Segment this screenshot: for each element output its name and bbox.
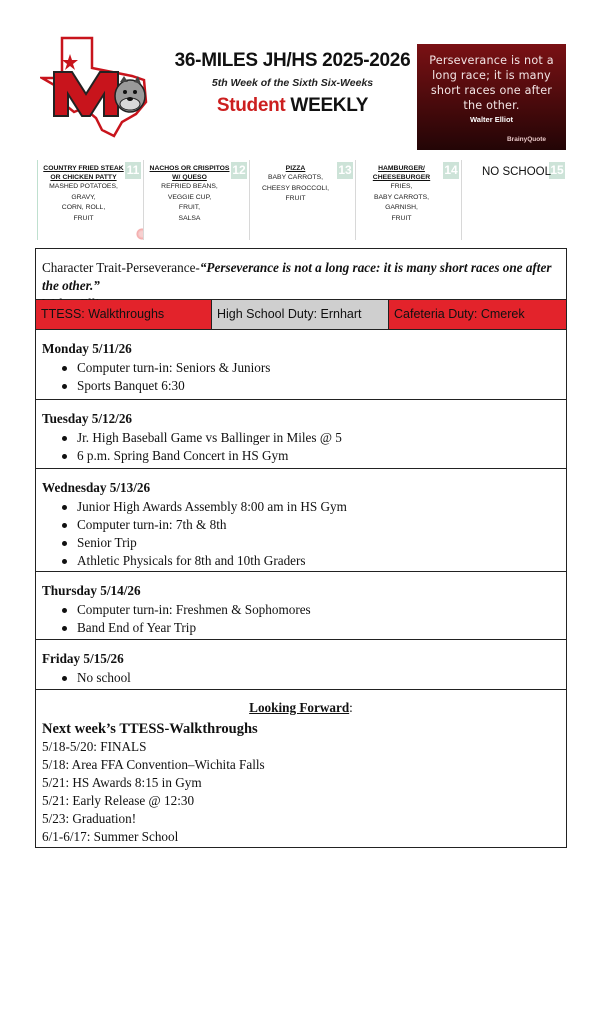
- menu-side: BABY CARROTS,: [373, 193, 430, 201]
- menu-side: FRUIT,: [178, 204, 201, 211]
- day-heading: Friday 5/15/26: [42, 651, 124, 666]
- looking-forward-title: Looking Forward: [249, 700, 350, 715]
- menu-side: REFRIED BEANS,: [161, 183, 218, 190]
- list-item: Computer turn-in: Seniors & Juniors: [77, 359, 560, 377]
- day-items: [42, 429, 560, 465]
- menu-day-14: [355, 160, 461, 240]
- day-heading: Tuesday 5/12/26: [42, 411, 133, 426]
- list-item: Athletic Physicals for 8th and 10th Graders: [77, 552, 560, 570]
- menu-side: MASHED POTATOES,: [49, 183, 118, 190]
- quote-image: [417, 44, 566, 150]
- day-heading: Thursday 5/14/26: [42, 583, 141, 598]
- day-number: 13: [338, 163, 352, 177]
- day-items: [42, 359, 560, 395]
- day-items: [42, 601, 560, 637]
- list-item: 5/18-5/20: FINALS: [42, 739, 147, 754]
- menu-main-dish: COUNTRY FRIED STEAK OR CHICKEN PATTY: [43, 165, 124, 181]
- menu-side: VEGGIE CUP,: [167, 193, 212, 201]
- looking-forward-heading: [42, 700, 560, 716]
- page-subtitle: 5th Week of the Sixth Six-Weeks: [211, 77, 374, 89]
- list-item: 5/21: HS Awards 8:15 in Gym: [42, 775, 202, 790]
- day-heading: Wednesday 5/13/26: [42, 480, 151, 495]
- title-block: [170, 50, 415, 117]
- school-logo: [40, 32, 155, 140]
- menu-side: FRUIT: [73, 214, 94, 222]
- menu-sides: [254, 173, 337, 205]
- day-number: 15: [550, 163, 564, 177]
- list-item: Senior Trip: [77, 534, 560, 552]
- day-number: 11: [126, 163, 140, 177]
- quote-image-brand: BrainyQuote: [506, 136, 546, 143]
- menu-side: GRAVY,: [71, 193, 96, 201]
- quote-image-text: Perseverance is not a long race; it is many short races one after the other.: [429, 54, 554, 112]
- list-item: Computer turn-in: 7th & 8th: [77, 516, 560, 534]
- menu-day-15: [461, 160, 567, 240]
- no-school-label: NO SCHOOL: [482, 166, 552, 178]
- list-item: Computer turn-in: Freshmen & Sophomores: [77, 601, 560, 619]
- list-item: 5/18: Area FFA Convention–Wichita Falls: [42, 757, 265, 772]
- menu-day-13: [249, 160, 355, 240]
- day-row-wednesday: [36, 469, 566, 572]
- list-item: No school: [77, 669, 560, 687]
- list-item: 5/21: Early Release @ 12:30: [42, 793, 195, 808]
- cafeteria-duty: Cafeteria Duty: Cmerek: [389, 300, 566, 329]
- list-item: 6 p.m. Spring Band Concert in HS Gym: [77, 447, 560, 465]
- menu-side: FRIES,: [390, 183, 413, 190]
- menu-main-dish: NACHOS OR CRISPITOS W/ QUESO: [149, 165, 230, 181]
- page-title: 36-MILES JH/HS 2025-2026: [174, 50, 411, 71]
- menu-side: CHEESY BROCCOLI,: [261, 184, 330, 192]
- menu-day-11: [37, 160, 143, 240]
- list-item: Sports Banquet 6:30: [77, 377, 560, 395]
- weekly-table: [35, 248, 567, 848]
- quote-image-author: Walter Elliot: [469, 115, 514, 124]
- ttess-duty: TTESS: Walkthroughs: [36, 300, 212, 329]
- list-item: Jr. High Baseball Game vs Ballinger in Miles @ 5: [77, 429, 560, 447]
- menu-sides: [42, 182, 125, 224]
- menu-side: CORN, ROLL,: [61, 204, 106, 211]
- day-row-monday: [36, 330, 566, 400]
- day-items: [42, 498, 560, 570]
- trait-label: Character Trait-Perseverance-: [42, 260, 200, 275]
- day-heading: Monday 5/11/26: [42, 341, 132, 356]
- menu-side: FRUIT: [285, 195, 306, 202]
- day-number: 12: [232, 163, 246, 177]
- menu-main-dish: HAMBURGER/ CHEESEBURGER: [372, 165, 431, 181]
- menu-side: FRUIT: [391, 214, 412, 222]
- menu-side: BABY CARROTS,: [267, 174, 324, 181]
- lunch-menu: [37, 160, 567, 240]
- day-row-friday: [36, 640, 566, 690]
- day-items: [42, 669, 560, 687]
- weekly-black-word: WEEKLY: [285, 95, 369, 116]
- hs-duty: High School Duty: Ernhart: [212, 300, 389, 329]
- list-item: Junior High Awards Assembly 8:00 am in HS Gym: [77, 498, 560, 516]
- weekly-red-word: Student: [216, 95, 286, 116]
- menu-day-12: [143, 160, 249, 240]
- day-number: 14: [444, 163, 458, 177]
- menu-side: SALSA: [178, 214, 201, 222]
- looking-forward-colon: :: [349, 700, 353, 715]
- character-trait-row: [36, 249, 566, 300]
- next-week-heading: Next week’s TTESS-Walkthroughs: [42, 721, 258, 737]
- list-item: 6/1-6/17: Summer School: [42, 829, 179, 844]
- list-item: Band End of Year Trip: [77, 619, 560, 637]
- day-row-thursday: [36, 572, 566, 640]
- menu-main-dish: PIZZA: [285, 165, 306, 172]
- duties-row: [36, 300, 566, 330]
- menu-sides: [148, 182, 231, 224]
- looking-forward-row: [36, 690, 566, 847]
- menu-sides: [360, 182, 443, 224]
- day-row-tuesday: [36, 400, 566, 469]
- list-item: 5/23: Graduation!: [42, 811, 137, 826]
- weekly-heading: [170, 95, 415, 117]
- menu-side: GARNISH,: [385, 204, 418, 211]
- trait-quote: “Perseverance is not a long race: it is many short races one after the other.”: [42, 260, 552, 293]
